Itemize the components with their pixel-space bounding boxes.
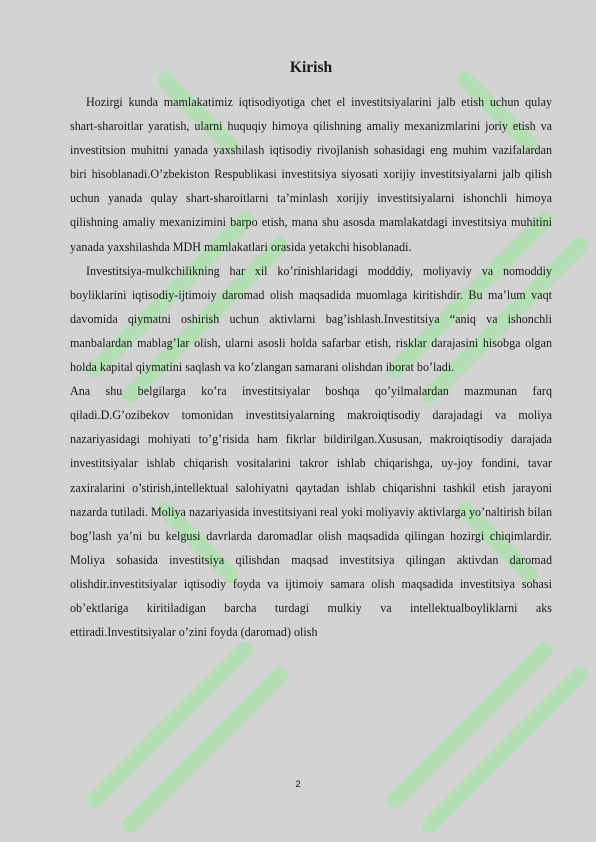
paragraph: Hozirgi kunda mamlakatimiz iqtisodiyotiga chet el investitsiyalarini jalb etish uchun qulay shart-sharoitlar yaratish, ularni huquqiy himoya qilishning amaliy mexanizmlarini joriy etish va investitsion muhitni yanada yaxshilash iqtisodiy rivojlanish sohasidagi eng muhim vazifalardan biri hisoblanadi.O’zbekiston Respublikasi investitsiya siyosati xorijiy investitsiyalarni jalb qilish uchun yanada qulay shart-sharoitlarni ta’minlash xorijiy investitsiyalarni ishonchli himoya qilishning amaliy mexanizimini barpo etish, mana shu asosda mamlakatdagi investitsiya muhitini yanada yaxshilashda MDH mamlakatlari orasida yetakchi hisoblanadi. bbox=[70, 95, 552, 254]
watermark bbox=[18, 673, 82, 737]
document-body bbox=[70, 58, 552, 644]
watermark-logo-icon bbox=[68, 722, 69, 723]
document-title: Kirish bbox=[289, 59, 333, 76]
watermark bbox=[313, 673, 377, 737]
watermark-logo-icon bbox=[363, 722, 364, 723]
paragraph: Ana shu belgilarga ko’ra investitsiyalar boshqa qo’yilmalardan mazmunan farq qiladi.D.G’ozibekov tomonidan investitsiyalarning makroiqtisodiy darajadagi va moliya nazariyasidagi mohiyati to’g’risida ham fikrlar bildirilgan.Xususan, makroiqtisodiy darajada investitsiyalar ishlab chiqarish vositalarini takror ishlab chiqarishga, uy-joy fondini, tavar zaxiralarini o’stirish,intellektual salohiyatni qaytadan ishlab chiqarishni tashkil etish jarayoni nazarda tutiladi. Moliya nazariyasida investitsiyani real yoki moliyaviy aktivlarga yo’naltirish bilan bog’lash ya’ni bu kelgusi davrlarda daromadlar olish maqsadida qilingan hozirgi chiqimlardir. Moliya sohasida investitsiya qilishdan maqsad investitsiya qilingan aktivdan daromad olishdir.investitsiyalar iqtisodiy foyda va ijtimoiy samara olish maqsadida investitsiya sohasi ob’ektlariga kiritiladigan barcha turdagi mulkiy va intellektualboyliklarni aks ettiradi.Investitsiyalar o’zini foyda (daromad) olish bbox=[70, 384, 552, 640]
page-number: 2 bbox=[295, 779, 301, 790]
paragraph: Investitsiya-mulkchilikning har xil ko’rinishlaridagi modddiy, moliyaviy va nomoddiy boyliklarini iqtisodiy-ijtimoiy daromad olish maqsadida muomlaga kiritishdir. Bu ma’lum vaqt davomida qiymatni oshirish uchun aktivlarni bag’ishlash.Investitsiya “aniq va ishonchli manbalardan mablag’lar olish, ularni asosli holda safarbar etish, risklar darajasini hisobga olgan holda kapital qiymatini saqlash va ko’zlangan samarani olishdan iborat bo’ladi. bbox=[70, 263, 552, 375]
